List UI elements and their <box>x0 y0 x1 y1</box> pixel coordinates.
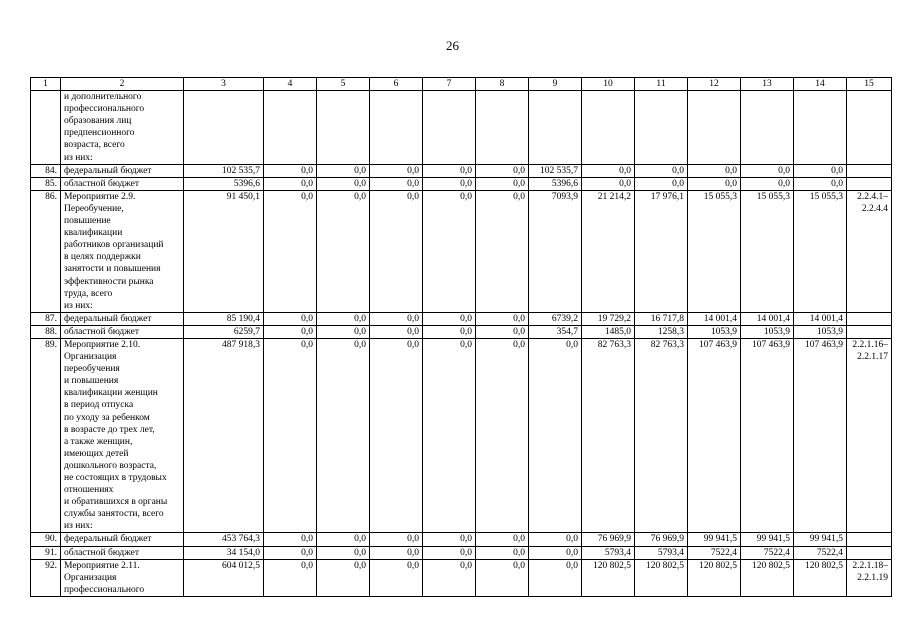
row-reference <box>847 164 892 177</box>
row-number: 86. <box>31 190 61 312</box>
value-cell: 120 802,5 <box>741 559 794 596</box>
row-number: 85. <box>31 177 61 190</box>
value-cell: 0,0 <box>741 164 794 177</box>
value-cell: 17 976,1 <box>635 190 688 312</box>
table-row <box>31 533 892 546</box>
value-cell: 0,0 <box>264 190 317 312</box>
value-cell: 0,0 <box>529 546 582 559</box>
value-cell: 0,0 <box>423 338 476 533</box>
value-cell: 0,0 <box>476 325 529 338</box>
value-cell: 0,0 <box>264 533 317 546</box>
value-cell: 0,0 <box>423 546 476 559</box>
value-cell: 0,0 <box>635 164 688 177</box>
value-cell: 0,0 <box>476 164 529 177</box>
row-reference <box>847 533 892 546</box>
value-cell: 76 969,9 <box>582 533 635 546</box>
table-body <box>31 78 892 597</box>
value-cell: 0,0 <box>317 546 370 559</box>
column-header: 10 <box>582 78 635 91</box>
value-cell: 0,0 <box>317 312 370 325</box>
value-cell: 34 154,0 <box>184 546 264 559</box>
row-reference <box>847 91 892 165</box>
value-cell: 7093,9 <box>529 190 582 312</box>
column-header: 11 <box>635 78 688 91</box>
value-cell: 0,0 <box>423 325 476 338</box>
value-cell: 5793,4 <box>582 546 635 559</box>
value-cell: 99 941,5 <box>688 533 741 546</box>
value-cell: 0,0 <box>370 164 423 177</box>
row-reference <box>847 312 892 325</box>
value-cell: 0,0 <box>370 546 423 559</box>
value-cell: 604 012,5 <box>184 559 264 596</box>
value-cell <box>370 91 423 165</box>
value-cell: 107 463,9 <box>794 338 847 533</box>
header-row <box>31 78 892 91</box>
table-row <box>31 546 892 559</box>
value-cell: 0,0 <box>794 177 847 190</box>
value-cell: 5396,6 <box>529 177 582 190</box>
column-header: 6 <box>370 78 423 91</box>
value-cell: 14 001,4 <box>688 312 741 325</box>
row-description: федеральный бюджет <box>61 164 184 177</box>
value-cell: 0,0 <box>529 533 582 546</box>
value-cell: 15 055,3 <box>688 190 741 312</box>
row-reference: 2.2.1.16– 2.2.1.17 <box>847 338 892 533</box>
value-cell <box>476 91 529 165</box>
column-header: 13 <box>741 78 794 91</box>
table-row <box>31 177 892 190</box>
value-cell: 0,0 <box>635 177 688 190</box>
value-cell: 1258,3 <box>635 325 688 338</box>
value-cell: 120 802,5 <box>635 559 688 596</box>
value-cell: 14 001,4 <box>741 312 794 325</box>
row-number: 91. <box>31 546 61 559</box>
value-cell: 19 729,2 <box>582 312 635 325</box>
value-cell: 0,0 <box>370 338 423 533</box>
row-description: Мероприятие 2.11. Организация профессионального <box>61 559 184 596</box>
column-header: 5 <box>317 78 370 91</box>
value-cell: 82 763,3 <box>635 338 688 533</box>
value-cell: 0,0 <box>317 325 370 338</box>
value-cell: 0,0 <box>264 164 317 177</box>
value-cell: 0,0 <box>317 190 370 312</box>
value-cell: 0,0 <box>582 164 635 177</box>
column-header: 1 <box>31 78 61 91</box>
value-cell: 99 941,5 <box>741 533 794 546</box>
value-cell <box>635 91 688 165</box>
value-cell: 0,0 <box>370 190 423 312</box>
row-number: 87. <box>31 312 61 325</box>
value-cell: 0,0 <box>476 533 529 546</box>
row-description: Мероприятие 2.9. Переобучение, повышение квалификации работников организаций в целях поддержки занятости и повышения эффективности рынка труда, всего из них: <box>61 190 184 312</box>
value-cell <box>529 91 582 165</box>
row-description: областной бюджет <box>61 177 184 190</box>
value-cell: 0,0 <box>264 546 317 559</box>
value-cell: 0,0 <box>476 546 529 559</box>
value-cell: 0,0 <box>423 190 476 312</box>
value-cell: 14 001,4 <box>794 312 847 325</box>
value-cell <box>264 91 317 165</box>
row-number: 90. <box>31 533 61 546</box>
value-cell: 120 802,5 <box>794 559 847 596</box>
value-cell: 120 802,5 <box>688 559 741 596</box>
row-reference <box>847 177 892 190</box>
value-cell: 0,0 <box>370 312 423 325</box>
value-cell: 15 055,3 <box>794 190 847 312</box>
value-cell: 0,0 <box>476 190 529 312</box>
value-cell: 102 535,7 <box>184 164 264 177</box>
value-cell: 0,0 <box>370 177 423 190</box>
value-cell: 107 463,9 <box>741 338 794 533</box>
column-header: 4 <box>264 78 317 91</box>
value-cell: 76 969,9 <box>635 533 688 546</box>
value-cell <box>184 91 264 165</box>
value-cell: 0,0 <box>370 325 423 338</box>
row-description: и дополнительного профессионального образования лиц предпенсионного возраста, всего из них: <box>61 91 184 165</box>
value-cell: 7522,4 <box>688 546 741 559</box>
row-description: федеральный бюджет <box>61 533 184 546</box>
value-cell <box>582 91 635 165</box>
value-cell: 0,0 <box>688 164 741 177</box>
value-cell: 0,0 <box>317 164 370 177</box>
value-cell: 0,0 <box>741 177 794 190</box>
row-reference <box>847 546 892 559</box>
value-cell: 1485,0 <box>582 325 635 338</box>
value-cell: 0,0 <box>582 177 635 190</box>
value-cell: 0,0 <box>264 325 317 338</box>
value-cell: 0,0 <box>317 177 370 190</box>
value-cell: 0,0 <box>423 177 476 190</box>
column-header: 3 <box>184 78 264 91</box>
value-cell: 0,0 <box>317 533 370 546</box>
value-cell: 15 055,3 <box>741 190 794 312</box>
table-row <box>31 325 892 338</box>
table-row <box>31 312 892 325</box>
table-row <box>31 338 892 533</box>
row-description: областной бюджет <box>61 546 184 559</box>
row-number: 84. <box>31 164 61 177</box>
value-cell: 1053,9 <box>741 325 794 338</box>
row-number <box>31 91 61 165</box>
value-cell: 0,0 <box>264 177 317 190</box>
value-cell: 0,0 <box>476 177 529 190</box>
value-cell: 0,0 <box>476 559 529 596</box>
row-number: 92. <box>31 559 61 596</box>
row-reference: 2.2.4.1– 2.2.4.4 <box>847 190 892 312</box>
value-cell: 107 463,9 <box>688 338 741 533</box>
value-cell <box>423 91 476 165</box>
value-cell <box>688 91 741 165</box>
value-cell: 16 717,8 <box>635 312 688 325</box>
value-cell: 82 763,3 <box>582 338 635 533</box>
table-row <box>31 190 892 312</box>
value-cell: 0,0 <box>529 559 582 596</box>
row-description: Мероприятие 2.10. Организация переобучения и повышения квалификации женщин в период отпуска по уходу за ребенком в возрасте до трех лет, а также женщин, имеющих детей дошкольного возраста, не состоящих в трудовых отношениях и обратившихся в органы службы занятости, всего из них: <box>61 338 184 533</box>
value-cell: 0,0 <box>423 533 476 546</box>
table-row <box>31 559 892 596</box>
table-row <box>31 91 892 165</box>
value-cell: 0,0 <box>317 338 370 533</box>
column-header: 9 <box>529 78 582 91</box>
column-header: 14 <box>794 78 847 91</box>
value-cell: 5396,6 <box>184 177 264 190</box>
value-cell: 354,7 <box>529 325 582 338</box>
value-cell: 1053,9 <box>688 325 741 338</box>
value-cell: 6259,7 <box>184 325 264 338</box>
value-cell: 91 450,1 <box>184 190 264 312</box>
row-number: 89. <box>31 338 61 533</box>
value-cell: 6739,2 <box>529 312 582 325</box>
value-cell: 85 190,4 <box>184 312 264 325</box>
column-header: 2 <box>61 78 184 91</box>
value-cell: 0,0 <box>688 177 741 190</box>
value-cell: 102 535,7 <box>529 164 582 177</box>
value-cell: 7522,4 <box>741 546 794 559</box>
value-cell: 0,0 <box>476 338 529 533</box>
value-cell: 7522,4 <box>794 546 847 559</box>
budget-table <box>30 77 892 597</box>
table-row <box>31 164 892 177</box>
value-cell: 0,0 <box>370 533 423 546</box>
value-cell: 453 764,3 <box>184 533 264 546</box>
row-reference <box>847 325 892 338</box>
value-cell: 21 214,2 <box>582 190 635 312</box>
row-reference: 2.2.1.18– 2.2.1.19 <box>847 559 892 596</box>
row-description: федеральный бюджет <box>61 312 184 325</box>
value-cell: 487 918,3 <box>184 338 264 533</box>
value-cell: 0,0 <box>264 338 317 533</box>
value-cell: 0,0 <box>423 559 476 596</box>
value-cell: 0,0 <box>476 312 529 325</box>
value-cell: 5793,4 <box>635 546 688 559</box>
value-cell: 0,0 <box>423 312 476 325</box>
value-cell: 0,0 <box>529 338 582 533</box>
column-header: 12 <box>688 78 741 91</box>
value-cell: 0,0 <box>264 559 317 596</box>
value-cell: 99 941,5 <box>794 533 847 546</box>
value-cell: 0,0 <box>794 164 847 177</box>
value-cell <box>794 91 847 165</box>
value-cell: 0,0 <box>423 164 476 177</box>
value-cell: 0,0 <box>370 559 423 596</box>
value-cell <box>741 91 794 165</box>
value-cell: 1053,9 <box>794 325 847 338</box>
value-cell: 0,0 <box>317 559 370 596</box>
column-header: 15 <box>847 78 892 91</box>
value-cell <box>317 91 370 165</box>
column-header: 7 <box>423 78 476 91</box>
value-cell: 0,0 <box>264 312 317 325</box>
value-cell: 120 802,5 <box>582 559 635 596</box>
row-number: 88. <box>31 325 61 338</box>
column-header: 8 <box>476 78 529 91</box>
row-description: областной бюджет <box>61 325 184 338</box>
page-number: 26 <box>446 38 459 53</box>
